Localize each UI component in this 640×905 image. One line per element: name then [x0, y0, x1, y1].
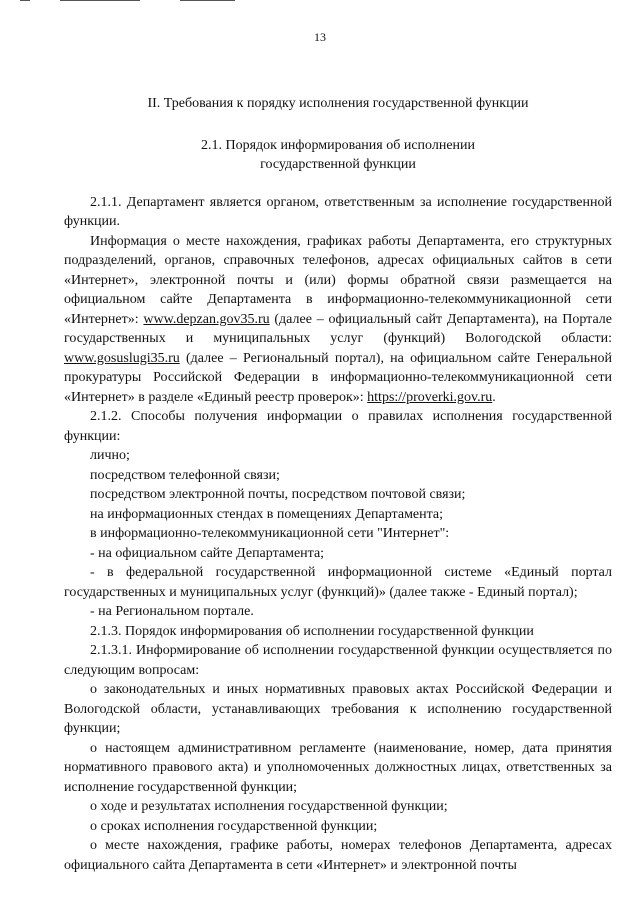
- info-text-part-2: (далее – официальный сайт Департамента), на Портале государственных и муниципальных услуг (функций) Вологодской области:: [64, 311, 612, 346]
- subsection-title-line-2: государственной функции: [260, 157, 416, 172]
- question-item: о законодательных и иных нормативных правовых актах Российской Федерации и Вологодской области, устанавливающих требования к исполнению государственной функции;: [64, 682, 612, 736]
- question-item: о месте нахождения, графике работы, номерах телефонов Департамента, адресах официального сайта Департамента в сети «Интернет» и электронной почты: [64, 838, 612, 873]
- info-text-part-3: (далее – Региональный портал), на официальном сайте Генеральной прокуратуры Российской Федерации в информационно-телекоммуникационной сети «Интернет» в разделе «Единый реестр проверок»:: [64, 350, 612, 405]
- paragraph-2-1-3: 2.1.3. Порядок информирования об исполнении государственной функции: [90, 623, 534, 639]
- question-item: о сроках исполнения государственной функции;: [90, 818, 378, 834]
- subsection-title: [64, 136, 612, 175]
- method-item: лично;: [90, 448, 130, 463]
- section-title: II. Требования к порядку исполнения государственной функции: [147, 96, 529, 111]
- method-item: в информационно-телекоммуникационной сети "Интернет":: [90, 526, 450, 541]
- paragraph-2-1-2: 2.1.2. Способы получения информации о правилах исполнения государственной функции:: [64, 409, 612, 444]
- link-proverki-site[interactable]: https://proverki.gov.ru: [367, 389, 493, 405]
- question-item: о настоящем административном регламенте (наименование, номер, дата принятия нормативного правового акта) и уполномоченных должностных лицах, ответственных за исполнение государственной функции;: [64, 740, 612, 795]
- link-depzan-site[interactable]: www.depzan.gov35.ru: [143, 311, 270, 327]
- method-item: посредством телефонной связи;: [90, 467, 280, 483]
- paragraph-2-1-3-1: 2.1.3.1. Информирование об исполнении государственной функции осуществляется по следующим вопросам:: [64, 643, 612, 678]
- scan-artifacts: [20, 0, 260, 3]
- method-item: - на официальном сайте Департамента;: [90, 545, 325, 561]
- question-item: о ходе и результатах исполнения государственной функции;: [90, 799, 448, 814]
- method-item: - в федеральной государственной информационной системе «Единый портал государственных и муниципальных услуг (функций)» (далее также - Единый портал);: [64, 565, 612, 600]
- info-text-end: .: [492, 389, 496, 405]
- method-item: - на Региональном портале.: [90, 604, 254, 619]
- page-number: 13: [314, 30, 326, 44]
- link-gosuslugi-site[interactable]: www.gosuslugi35.ru: [64, 350, 180, 366]
- paragraph-info-locations: [64, 232, 612, 408]
- subsection-title-line-1: 2.1. Порядок информирования об исполнении: [200, 137, 476, 153]
- method-item: посредством электронной почты, посредством почтовой связи;: [90, 487, 466, 502]
- document-body: [64, 94, 612, 875]
- method-item: на информационных стендах в помещениях Департамента;: [90, 506, 444, 522]
- info-text-part-1: Информация о месте нахождения, графиках работы Департамента, его структурных подразделений, органов, справочных телефонов, адресах официальных сайтов в сети «Интернет», электронной почты и (или) формы обратной связи размещается на официальном сайте Департамента в информационно-телекоммуникационной сети «Интернет»:: [64, 233, 612, 327]
- paragraph-2-1-1: 2.1.1. Департамент является органом, ответственным за исполнение государственной функции.: [64, 194, 612, 229]
